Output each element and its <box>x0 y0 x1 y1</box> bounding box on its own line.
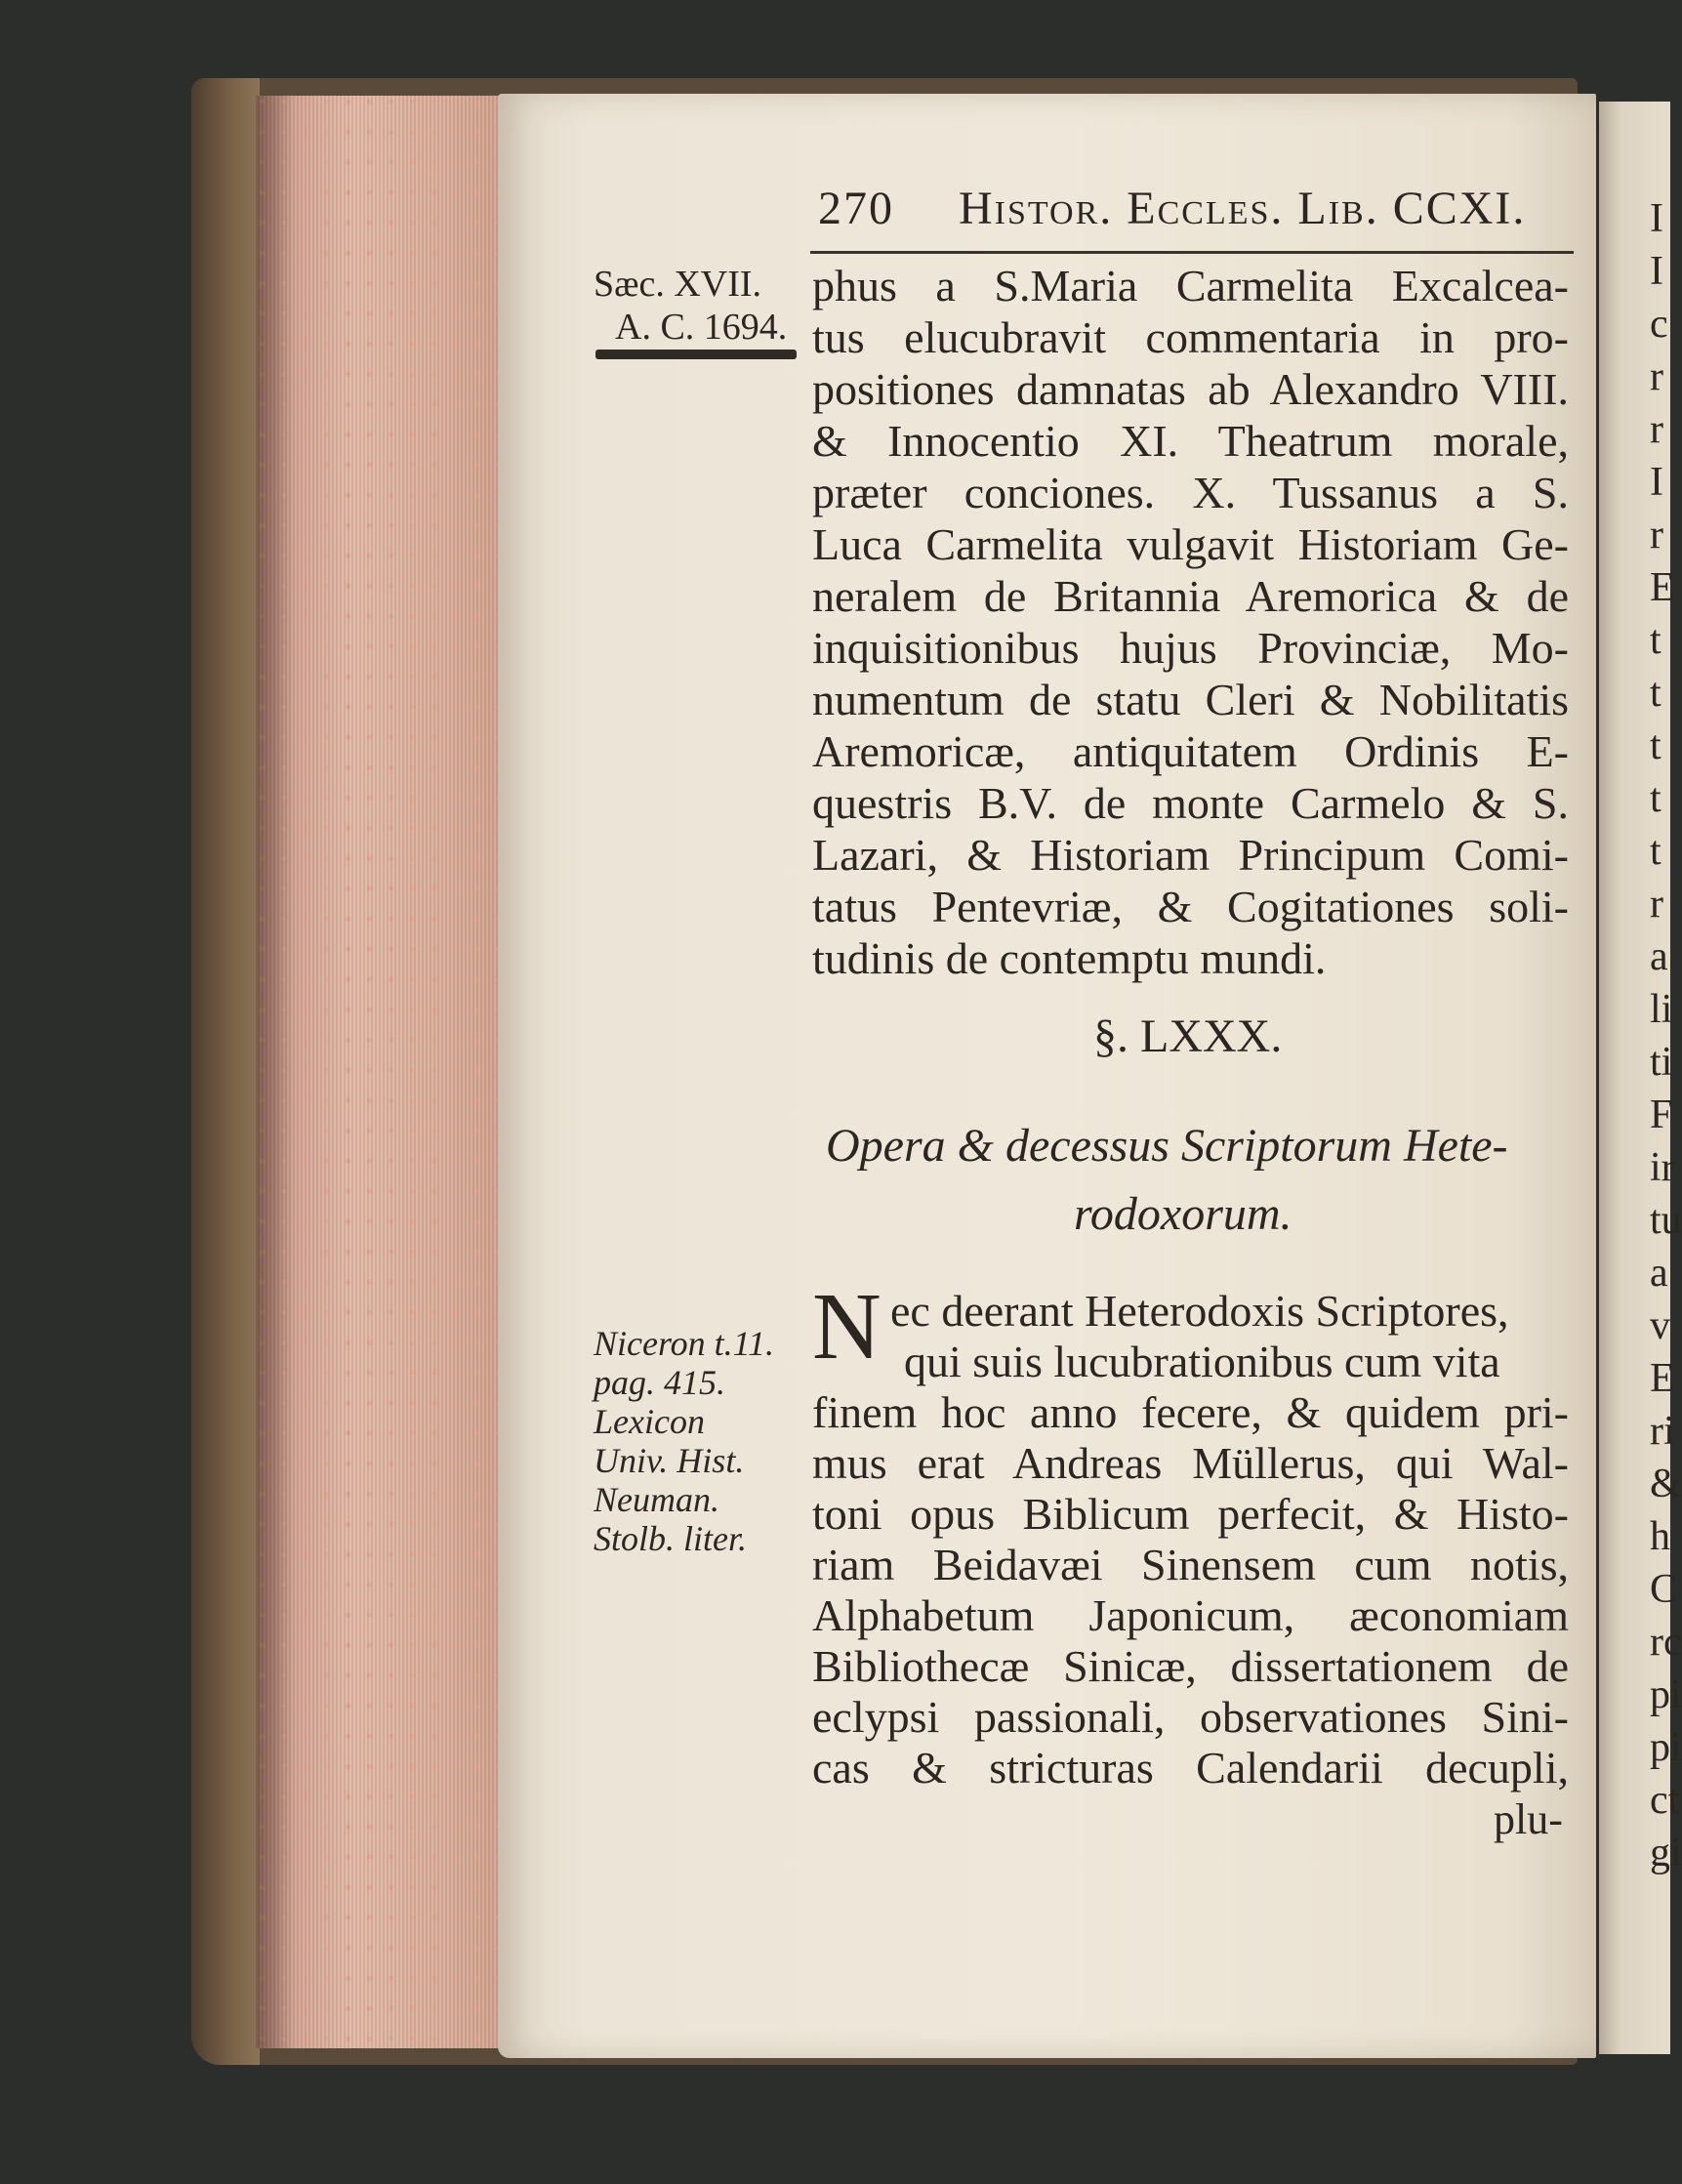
facing-page-fragment: t <box>1650 618 1661 663</box>
facing-page-fragment: c <box>1650 302 1668 347</box>
text-line: inquisitionibus hujus Provinciæ, Mo- <box>812 623 1569 673</box>
facing-page-fragment: C <box>1650 1567 1678 1612</box>
text-line: positiones damnatas ab Alexandro VIII. <box>812 364 1569 414</box>
running-title: Histor. Eccles. Lib. CCXI. <box>959 183 1527 234</box>
facing-page-fragment: E <box>1650 1356 1675 1401</box>
page-number: 270 <box>818 183 894 234</box>
text-line-last: tudinis de contemptu mundi. <box>812 933 1327 983</box>
text-line: Luca Carmelita vulgavit Historiam Ge- <box>812 519 1569 569</box>
facing-page-fragment: h <box>1650 1514 1670 1559</box>
text-line: phus a S.Maria Carmelita Excalcea- <box>812 261 1569 310</box>
facing-page-fragment: ti <box>1650 1040 1673 1085</box>
facing-page-fragment: gi <box>1650 1831 1682 1875</box>
margin-source-line: pag. 415. <box>594 1363 725 1402</box>
margin-source-line: Neuman. <box>594 1480 719 1519</box>
margin-source-line: Niceron t.11. <box>594 1324 774 1363</box>
facing-page-fragment: rc <box>1650 1620 1682 1665</box>
facing-page-fragment: t <box>1650 829 1661 874</box>
facing-page-fragment: t <box>1650 723 1661 768</box>
facing-page-fragment: r <box>1650 513 1663 557</box>
text-line: tatus Pentevriæ, & Cogitationes soli- <box>812 882 1569 931</box>
facing-page-fragment: t <box>1650 776 1661 821</box>
facing-page-fragment: tu <box>1650 1198 1682 1243</box>
facing-page-fragment: I <box>1650 196 1663 241</box>
text-line: numentum de statu Cleri & Nobilitatis <box>812 675 1569 724</box>
drop-capital: N <box>812 1274 882 1380</box>
facing-page-fragment: E <box>1650 565 1675 610</box>
margin-note-century: Sæc. XVII. <box>594 264 762 305</box>
text-line: mus erat Andreas Müllerus, qui Wal- <box>812 1438 1569 1488</box>
text-line: Alphabetum Japonicum, æconomiam <box>812 1590 1569 1640</box>
margin-source-line: Univ. Hist. <box>594 1441 745 1480</box>
margin-source-line: Lexicon <box>594 1402 705 1441</box>
margin-source-line: Stolb. liter. <box>594 1519 748 1558</box>
text-line: Bibliothecæ Sinicæ, dissertationem de <box>812 1641 1569 1691</box>
text-line: præter conciones. X. Tussanus a S. <box>812 468 1569 517</box>
text-line: toni opus Biblicum perfecit, & Histo- <box>812 1489 1569 1539</box>
text-line: eclypsi passionali, observationes Sini- <box>812 1692 1569 1742</box>
facing-page-fragment: I <box>1650 460 1663 505</box>
facing-page-fragment: a <box>1650 934 1668 979</box>
facing-page-fragment: ri <box>1650 1409 1675 1454</box>
facing-page-fragment: pi <box>1650 1672 1682 1717</box>
facing-page-fragment: & <box>1650 1462 1682 1506</box>
margin-note-year: A. C. 1694. <box>615 307 788 348</box>
facing-page-fragment: li <box>1650 987 1673 1032</box>
running-header <box>818 185 1526 232</box>
header-rule <box>810 251 1574 254</box>
text-line: Aremoricæ, antiquitatem Ordinis E- <box>812 726 1569 776</box>
facing-page-fragment: ct <box>1650 1778 1680 1823</box>
facing-page-fragment: r <box>1650 882 1663 927</box>
facing-page-fragment: I <box>1650 249 1663 294</box>
facing-page-fragment: t <box>1650 671 1661 716</box>
text-line: questris B.V. de monte Carmelo & S. <box>812 778 1569 828</box>
section-subtitle-line-1: Opera & decessus Scriptorum Hete- <box>826 1120 1508 1172</box>
facing-page-fragment: a <box>1650 1251 1668 1296</box>
text-line: neralem de Britannia Aremorica & de <box>812 571 1569 621</box>
facing-page-fragment: v <box>1650 1303 1670 1348</box>
text-line: & Innocentio XI. Theatrum morale, <box>812 416 1569 466</box>
text-line: cas & stricturas Calendarii decupli, <box>812 1743 1569 1793</box>
text-line: finem hoc anno fecere, & quidem pri- <box>812 1387 1569 1437</box>
text-line: tus elucubravit commentaria in pro- <box>812 312 1569 362</box>
facing-page-fragment: r <box>1650 407 1663 452</box>
facing-page-fragment: ir <box>1650 1145 1675 1190</box>
section-subtitle-line-2: rodoxorum. <box>1074 1188 1292 1240</box>
section-heading: §. LXXX. <box>1093 1010 1283 1062</box>
text-line: qui suis lucubrationibus cum vita <box>904 1337 1500 1386</box>
margin-note-bar <box>595 350 797 359</box>
text-line: ec deerant Heterodoxis Scriptores, <box>890 1286 1509 1336</box>
page-block-shadow <box>256 96 295 2048</box>
facing-page-fragment: pi <box>1650 1725 1682 1770</box>
cover-edge <box>191 78 260 2065</box>
text-line: riam Beidavæi Sinensem cum notis, <box>812 1540 1569 1589</box>
text-line: Lazari, & Historiam Principum Comi- <box>812 830 1569 880</box>
facing-page-fragment: r <box>1650 354 1663 399</box>
facing-page-fragment: F <box>1650 1092 1673 1137</box>
catchword: plu- <box>1494 1795 1563 1843</box>
